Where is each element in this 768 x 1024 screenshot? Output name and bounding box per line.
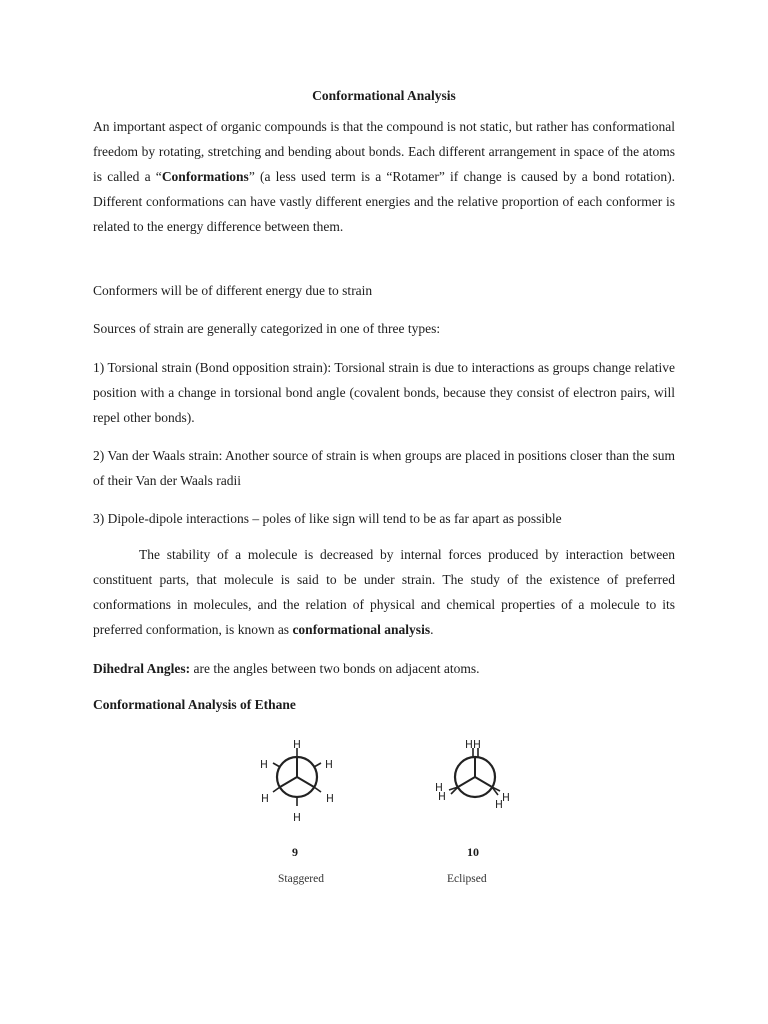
- staggered-front-bond-left: [280, 777, 297, 787]
- eclipsed-h-top-a: H: [465, 739, 473, 751]
- intro-text-1: An important aspect of organic compounds is that the compound is not static, but rather has conformational freedom by rotating, stretching and bending about bonds. Each different arrangement in space of the atoms is called a “: [93, 119, 675, 184]
- intro-bold-term: Conformations: [161, 169, 249, 184]
- strain-type-dipole: 3) Dipole-dipole interactions – poles of like sign will tend to be as far apart as possible: [93, 511, 562, 526]
- staggered-front-bond-right: [297, 777, 314, 787]
- eclipsed-figure-number: 10: [467, 845, 479, 859]
- ethane-newman-figure: [93, 735, 675, 895]
- eclipsed-h-top-b: H: [473, 739, 481, 751]
- sources-line: Sources of strain are generally categorized in one of three types:: [93, 321, 441, 336]
- staggered-h-lower-left: H: [261, 793, 269, 805]
- conformers-line: Conformers will be of different energy due to strain: [93, 283, 373, 298]
- staggered-rear-h-left-bond: [273, 763, 280, 767]
- staggered-h-top: H: [293, 739, 301, 751]
- newman-projections: [93, 735, 675, 845]
- eclipsed-front-bond-right: [475, 777, 492, 787]
- staggered-h-upper-right: H: [325, 759, 333, 771]
- dihedral-term: Dihedral Angles:: [93, 661, 191, 676]
- staggered-rear-h-right-bond: [314, 763, 321, 767]
- dihedral-definition: [93, 660, 675, 678]
- staggered-h-upper-left: H: [260, 759, 268, 771]
- eclipsed-h-left-b: H: [438, 791, 446, 803]
- eclipsed-front-bond-left: [458, 777, 475, 787]
- eclipsed-caption: Eclipsed: [447, 873, 487, 885]
- intro-paragraph: [93, 114, 675, 239]
- staggered-newman-projection: [260, 739, 334, 824]
- staggered-h-lower-right: H: [326, 793, 334, 805]
- intro-text-2: ” (a less used term is a “Rotamer” if change is caused by a bond rotation). Different conformations can have vastly different energies and the relative proportion of each conformer is related to the energy difference between them.: [93, 169, 675, 234]
- staggered-caption: Staggered: [278, 873, 324, 885]
- stability-paragraph: [93, 542, 675, 642]
- eclipsed-h-right-b: H: [495, 799, 503, 811]
- stability-text-1: The stability of a molecule is decreased by internal forces produced by interaction between constituent parts, that molecule is said to be under strain. The study of the existence of preferred conformations in molecules, and the relation of physical and chemical properties of a molecule to its preferred conformation, is known as: [93, 547, 675, 637]
- dihedral-text: are the angles between two bonds on adjacent atoms.: [190, 661, 480, 676]
- stability-text-2: .: [430, 622, 434, 637]
- eclipsed-h-right-a: H: [502, 792, 510, 804]
- strain-type-torsional: 1) Torsional strain (Bond opposition strain): Torsional strain is due to interactions as groups change relative position with a change in torsional bond angle (covalent bonds, because they consist of electron pairs, will repel other bonds).: [93, 360, 675, 425]
- staggered-figure-number: 9: [292, 845, 298, 859]
- staggered-h-bottom: H: [293, 812, 301, 824]
- strain-type-van-der-waals: 2) Van der Waals strain: Another source of strain is when groups are placed in positions closer than the sum of their Van der Waals radii: [93, 448, 675, 488]
- page-title: Conformational Analysis: [312, 88, 456, 103]
- eclipsed-newman-projection: [435, 739, 510, 811]
- stability-bold-term: conformational analysis: [292, 622, 431, 637]
- staggered-front-h-left-bond: [273, 787, 280, 792]
- eclipsed-h-left-a: H: [435, 782, 443, 794]
- ethane-heading: Conformational Analysis of Ethane: [93, 697, 296, 712]
- staggered-front-h-right-bond: [314, 787, 321, 792]
